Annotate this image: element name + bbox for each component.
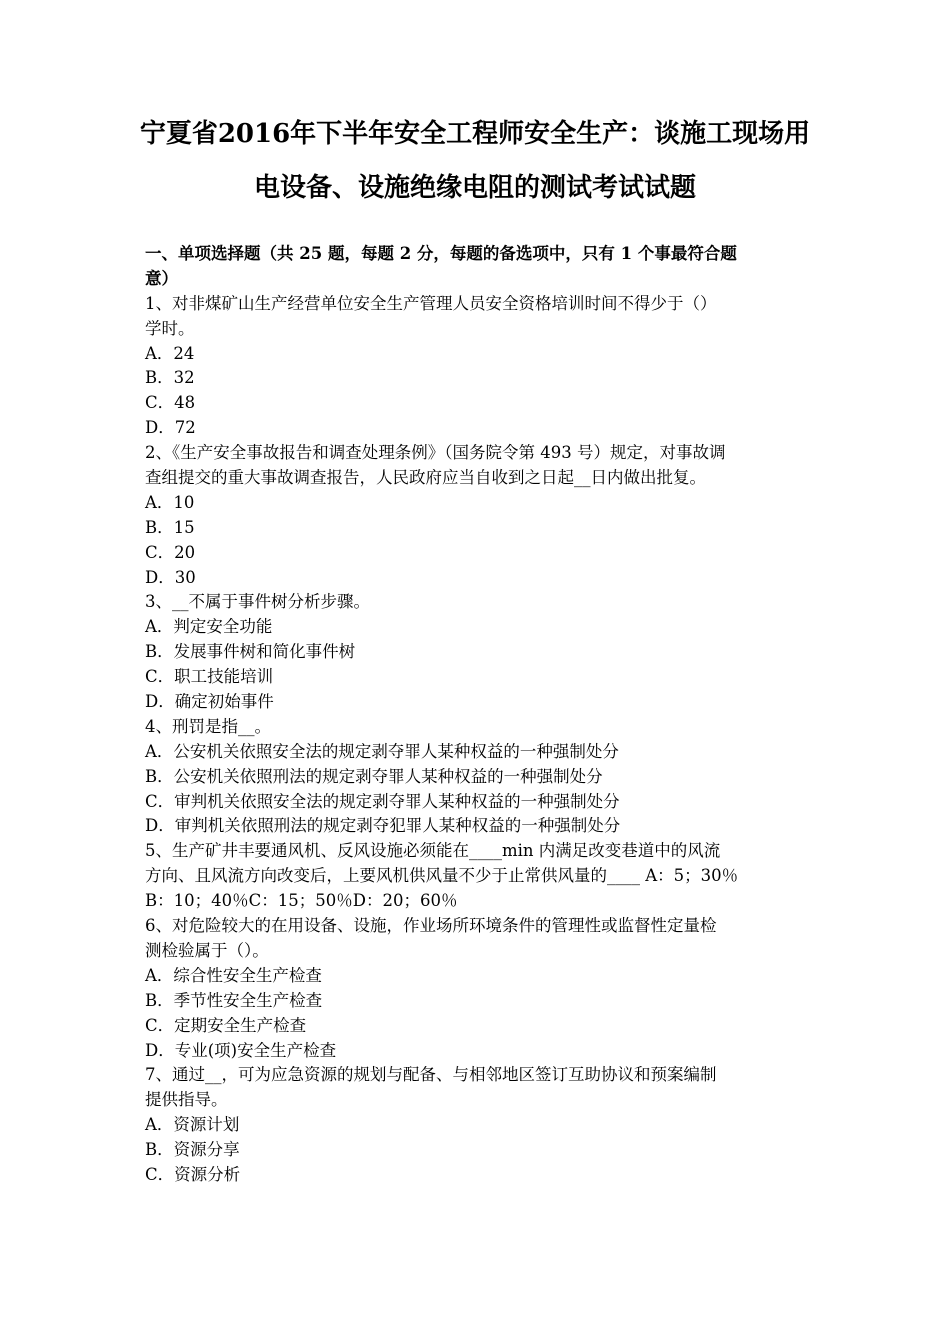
q2-option-c: C．20 — [145, 542, 196, 562]
q6-option-a: A．综合性安全生产检查 — [145, 965, 322, 985]
q6-option-d: D．专业(项)安全生产检查 — [145, 1040, 337, 1060]
q4-option-d: D．审判机关依照刑法的规定剥夺犯罪人某种权益的一种强制处分 — [145, 816, 621, 836]
q1-option-c: C．48 — [145, 393, 196, 413]
question-5-cont: 方向、且风流方向改变后，上要风机供风量不少于止常供风量的____ A：5；30％ — [145, 866, 739, 886]
q7-option-b: B．资源分享 — [145, 1140, 240, 1160]
document-title — [100, 110, 850, 212]
title-line-1: 宁夏省2016年下半年安全工程师安全生产：谈施工现场用 — [139, 119, 811, 149]
question-4: 4、刑罚是指__。 — [145, 716, 271, 736]
q1-option-b: B．32 — [145, 368, 195, 388]
q3-option-a: A．判定安全功能 — [145, 617, 273, 637]
q1-option-d: D．72 — [145, 418, 196, 438]
q1-option-a: A．24 — [145, 343, 195, 363]
question-1-cont: 学时。 — [145, 318, 195, 338]
q2-option-a: A．10 — [145, 492, 195, 512]
q4-option-b: B．公安机关依照刑法的规定剥夺罪人某种权益的一种强制处分 — [145, 766, 603, 786]
question-5-cont-2: B：10；40％C：15；50％D：20；60％ — [145, 891, 458, 911]
question-6-cont: 测检验属于（）。 — [145, 940, 269, 960]
q7-option-a: A．资源计划 — [145, 1115, 240, 1135]
question-2-cont: 查组提交的重大事故调查报告，人民政府应当自收到之日起__日内做出批复。 — [145, 468, 706, 488]
question-7: 7、通过__，可为应急资源的规划与配备、与相邻地区签订互助协议和预案编制 — [145, 1065, 717, 1085]
title-line-2: 电设备、设施绝缘电阻的测试考试试题 — [253, 173, 696, 203]
q6-option-c: C．定期安全生产检查 — [145, 1015, 307, 1035]
q3-option-d: D．确定初始事件 — [145, 692, 274, 712]
q2-option-d: D．30 — [145, 567, 196, 587]
q4-option-a: A．公安机关依照安全法的规定剥夺罪人某种权益的一种强制处分 — [145, 741, 619, 761]
section-heading: 一、单项选择题（共 25 题，每题 2 分，每题的备选项中，只有 1 个事最符合题 — [145, 244, 737, 263]
q7-option-c: C．资源分析 — [145, 1164, 241, 1184]
question-1: 1、对非煤矿山生产经营单位安全生产管理人员安全资格培训时间不得少于（） — [145, 293, 717, 313]
q6-option-b: B．季节性安全生产检查 — [145, 990, 323, 1010]
q2-option-b: B．15 — [145, 517, 195, 537]
q3-option-b: B．发展事件树和简化事件树 — [145, 642, 356, 662]
question-list — [145, 242, 810, 1188]
question-5: 5、生产矿井丰要通风机、反风设施必须能在____min 内满足改变巷道中的风流 — [145, 841, 721, 861]
question-2: 2、《生产安全事故报告和调查处理条例》（国务院令第 493 号）规定，对事故调 — [145, 443, 726, 463]
question-6: 6、对危险较大的在用设备、设施，作业场所环境条件的管理性或监督性定量检 — [145, 916, 717, 936]
question-3: 3、__不属于事件树分析步骤。 — [145, 592, 370, 612]
question-7-cont: 提供指导。 — [145, 1090, 228, 1110]
q3-option-c: C．职工技能培训 — [145, 667, 274, 687]
section-heading-cont: 意） — [145, 268, 178, 288]
q4-option-c: C．审判机关依照安全法的规定剥夺罪人某种权益的一种强制处分 — [145, 791, 620, 811]
